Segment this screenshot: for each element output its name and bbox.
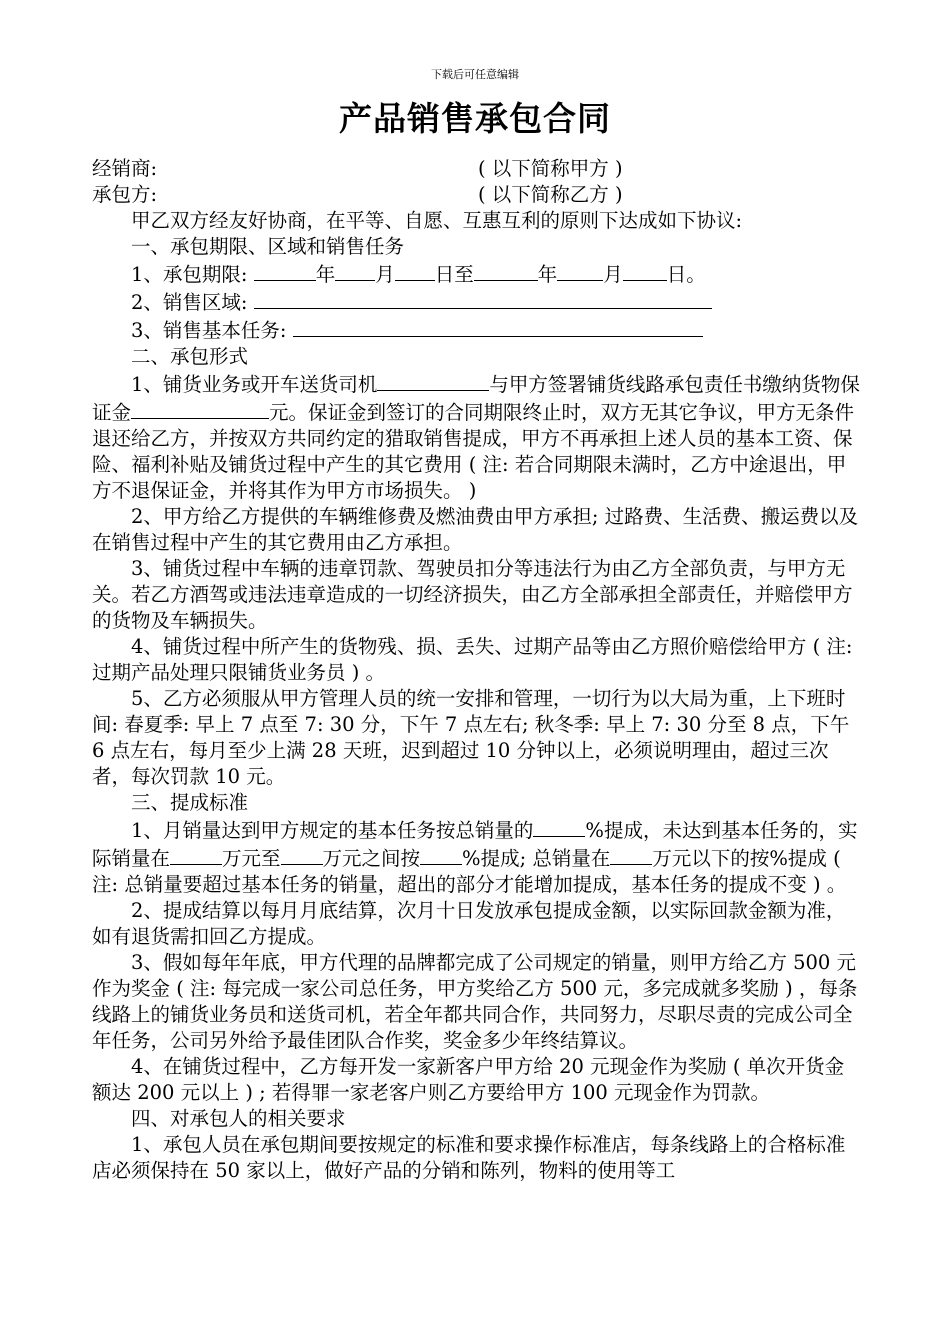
header-note: 下载后可任意编辑 [431,68,519,81]
contract-body [92,156,862,1184]
section2-paragraph-5: 5、乙方必须服从甲方管理人员的统一安排和管理，一切行为以大局为重，上下班时间: 春夏季: 早上 7 点至 7: 30 分，下午 7 点左右; 秋冬季: 早上 7: 30 分至 8 点，下午 6 点左右，每月至少上满 28 天班，迟到超过 10 分钟以上，必须说明理由，超过三次者，每次罚款 10 元。 [92,687,850,788]
end-day-field[interactable] [623,260,667,281]
section2-paragraph-4: 4、铺货过程中所产生的货物残、损、丢失、过期产品等由乙方照价赔偿给甲方 ( 注: 过期产品处理只限铺货业务员 ) 。 [92,635,853,684]
task-label: 3、销售基本任务: [131,319,293,342]
dealer-line [92,156,862,182]
commission-rate-field[interactable] [533,816,585,837]
day-to-label: 日至 [434,263,474,286]
year-label: 年 [537,263,558,286]
total-sales-field[interactable] [610,844,652,865]
sales-max-field[interactable] [281,844,323,865]
driver-name-field[interactable] [377,370,489,391]
start-year-field[interactable] [254,260,316,281]
term-line [92,260,862,288]
commission-text-a: 1、月销量达到甲方规定的基本任务按总销量的 [131,819,534,842]
section3-paragraph-4: 4、在铺货过程中，乙方每开发一家新客户甲方给 20 元现金作为奖励 ( 单次开货金额达 200 元以上 ) ; 若得罪一家老客户则乙方要给甲方 100 元现金作为罚款。 [92,1055,845,1104]
end-year-field[interactable] [474,260,538,281]
section1-heading: 一、承包期限、区域和销售任务 [131,235,405,258]
term-label: 1、承包期限: [131,263,254,286]
section2-heading: 二、承包形式 [131,345,249,368]
section3-paragraph-1 [92,816,862,898]
document-title: 产品销售承包合同 [339,99,611,138]
region-label: 2、销售区域: [131,291,254,314]
region-field[interactable] [254,288,712,309]
section2-paragraph-3: 3、铺货过程中车辆的违章罚款、驾驶员扣分等违法行为由乙方全部负责，与甲方无关。若乙方酒驾或违法违章造成的一切经济损失，由乙方全部承担全部责任，并赔偿甲方的货物及车辆损失。 [92,557,853,632]
deposit-text: 与甲方签署铺货线路承包责任书缴纳货物保证金 [92,373,860,424]
end-month-field[interactable] [557,260,603,281]
driver-text: 1、铺货业务或开车送货司机 [131,373,378,396]
deposit-terms-text: 元。保证金到签订的合同期限终止时，双方无其它争议，甲方无条件退还给乙方，并按双方共同约定的猎取销售提成，甲方不再承担上述人员的基本工资、保险、福利补贴及铺货过程中产生的其它费用 ( 注: 若合同期限未满时，乙方中途退出，甲方不退保证金，并将其作为甲方市场损失。 ) [92,401,855,502]
sales-min-field[interactable] [170,844,222,865]
task-line [92,316,862,344]
section4-paragraph-1: 1、承包人员在承包期间要按规定的标准和要求操作标准店，每条线路上的合格标准店必须保持在 50 家以上，做好产品的分销和陈列，物料的使用等工 [92,1133,846,1182]
commission-text-d: 万元之间按 [322,847,421,870]
deposit-amount-field[interactable] [131,398,269,419]
month-label: 月 [375,263,395,286]
contractor-note: ( 以下简称乙方 ) [478,183,623,206]
region-line [92,288,862,316]
commission-text-e: %提成; 总销量在 [462,847,611,870]
month-label: 月 [603,263,623,286]
contractor-label: 承包方: [92,183,158,206]
range-rate-field[interactable] [420,844,462,865]
dealer-label: 经销商: [92,157,158,180]
commission-text-c: 万元至 [222,847,281,870]
start-month-field[interactable] [335,260,375,281]
section2-paragraph-2: 2、甲方给乙方提供的车辆维修费及燃油费由甲方承担; 过路费、生活费、搬运费以及在销售过程中产生的其它费用由乙方承担。 [92,505,859,554]
commission-text-b: %提成，未达到基本任务的，实际销量在 [92,819,858,870]
task-field[interactable] [293,316,703,337]
section3-heading: 三、提成标准 [131,791,249,814]
contractor-line [92,182,862,208]
section3-paragraph-2: 2、提成结算以每月月底结算，次月十日发放承包提成金额，以实际回款金额为准，如有退货需扣回乙方提成。 [92,899,846,948]
day-end-label: 日。 [666,263,706,286]
commission-text-f: 万元以下的按%提成 ( 注: 总销量要超过基本任务的销量，超出的部分才能增加提成，基本任务的提成不变 ) 。 [92,847,847,896]
dealer-note: ( 以下简称甲方 ) [478,157,623,180]
start-day-field[interactable] [395,260,435,281]
section4-heading: 四、对承包人的相关要求 [131,1107,346,1130]
section3-paragraph-3: 3、假如每年年底，甲方代理的品牌都完成了公司规定的销量，则甲方给乙方 500 元作为奖金 ( 注: 每完成一家公司总任务，甲方奖给乙方 500 元，多完成就多奖励 ) ，每条线路上的铺货业务员和送货司机，若全年都共同合作，共同努力，尽职尽责的完成公司全年任务，公司另外给予最佳团队合作奖，奖金多少年终结算议。 [92,951,858,1052]
section2-paragraph-1 [92,370,862,504]
intro-paragraph: 甲乙双方经友好协商，在平等、自愿、互惠互利的原则下达成如下协议: [131,209,743,232]
year-label: 年 [315,263,336,286]
